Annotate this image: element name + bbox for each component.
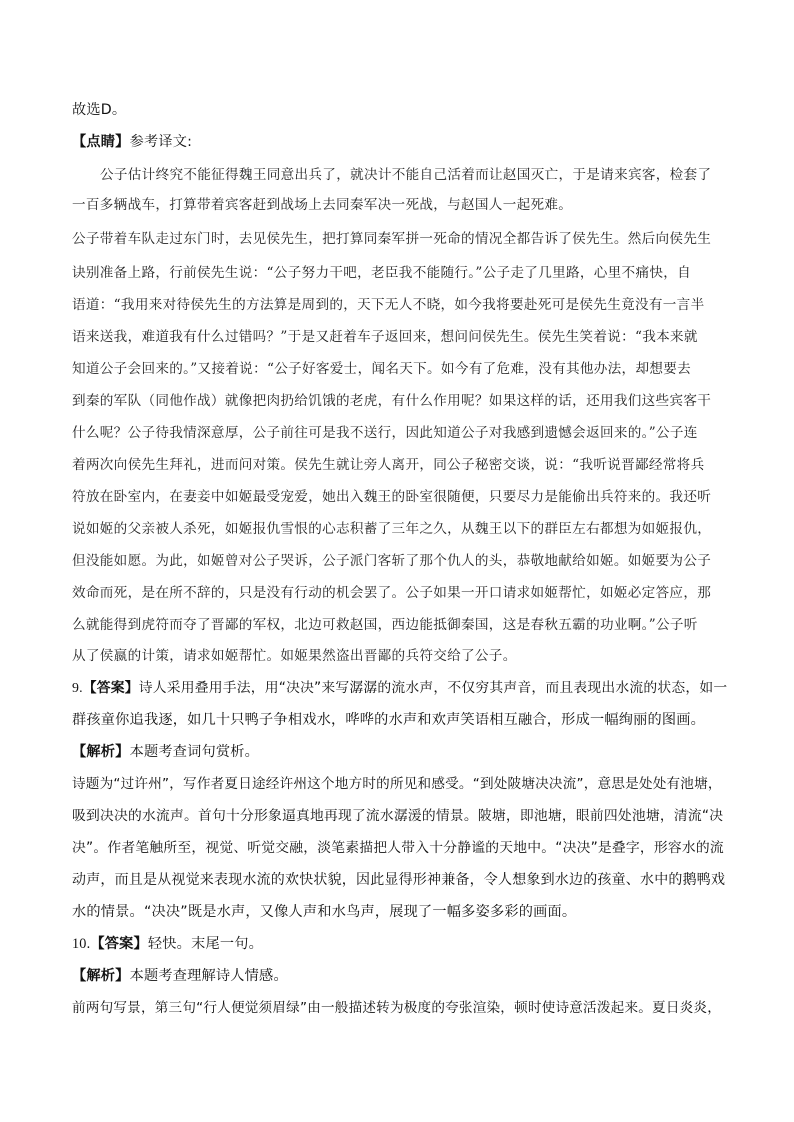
translation-line-12: 说如姬的父亲被人杀死，如姬报仇雪恨的心志积蓄了三年之久，从魏王以下的群臣左右都想为如姬报仇， <box>72 521 712 537</box>
q10-answer-line <box>72 934 263 954</box>
translation-line-4: 诀别准备上路，行前侯先生说：“公子努力干吧，老臣我不能随行。”公子走了几里路，心里不痛快，自 <box>72 265 692 281</box>
translation-title: 参考译文: <box>129 134 193 150</box>
dianjing-label: 【点睛】 <box>72 134 130 150</box>
q9-analysis-line-4: 动声，而且是从视觉来表现水流的欢快状貌，因此显得形神兼备，令人想象到水边的孩童、水中的鹅鸭戏 <box>72 872 726 888</box>
dianjing-heading <box>72 132 192 152</box>
q10-answer-label: 【答案】 <box>90 936 148 952</box>
translation-line-3: 公子带着车队走过东门时，去见侯先生，把打算同秦军拼一死命的情况全都告诉了侯先生。然后向侯先生 <box>72 231 712 247</box>
q9-answer-label: 【答案】 <box>82 680 139 696</box>
q10-answer-text: 轻快。末尾一句。 <box>147 936 264 952</box>
q9-analysis-label: 【解析】 <box>72 744 130 760</box>
q10-analysis-summary: 本题考查理解诗人情感。 <box>129 968 288 984</box>
conclusion-line <box>72 100 126 120</box>
conclusion-text: 故选D。 <box>72 102 127 118</box>
translation-line-1: 公子估计终究不能征得魏王同意出兵了，就决计不能自己活着而让赵国灭亡，于是请来宾客，检套了 <box>100 167 712 183</box>
q9-answer-line-2: 群孩童你追我逐，如几十只鸭子争相戏水，哗哗的水声和欢声笑语相互融合，形成一幅绚丽的图画。 <box>72 712 706 728</box>
translation-line-16: 从了侯嬴的计策，请求如姬帮忙。如姬果然盗出晋鄙的兵符交给了公子。 <box>72 648 517 664</box>
q9-answer-line-1 <box>72 678 727 698</box>
translation-line-8: 到秦的军队（同他作战）就像把肉扔给饥饿的老虎，有什么作用呢？如果这样的话，还用我们这些宾客干 <box>72 393 712 409</box>
translation-line-15: 么就能得到虎符而夺了晋鄙的军权，北边可救赵国，西边能抵御秦国，这是春秋五霸的功业啊。”公子听 <box>72 617 698 633</box>
q10-analysis-label: 【解析】 <box>72 968 130 984</box>
translation-line-2: 一百多辆战车，打算带着宾客赶到战场上去同秦军决一死战，与赵国人一起死难。 <box>72 197 573 213</box>
q10-analysis-heading <box>72 966 288 986</box>
q9-analysis-line-2: 吸到决决的水流声。首句十分形象逼真地再现了流水潺湲的情景。陂塘，即池塘，眼前四处池塘，清流“决 <box>72 808 724 824</box>
q9-number: 9. <box>72 680 83 695</box>
q9-analysis-line-3: 决”。作者笔触所至，视觉、听觉交融，淡笔素描把人带入十分静谧的天地中。“决决”是叠字，形容水的流 <box>72 840 724 856</box>
translation-line-13: 但没能如愿。为此，如姬曾对公子哭诉，公子派门客斩了那个仇人的头，恭敬地献给如姬。如姬要为公子 <box>72 553 712 569</box>
q9-analysis-heading <box>72 742 259 762</box>
translation-line-6: 语来送我，难道我有什么过错吗？”于是又赶着车子返回来，想问问侯先生。侯先生笑着说：“我本来就 <box>72 329 698 345</box>
q9-answer-text-1: 诗人采用叠用手法，用“决决”来写潺潺的流水声，不仅穷其声音，而且表现出水流的状态，如一 <box>138 680 728 696</box>
q9-analysis-summary: 本题考查词句赏析。 <box>129 744 260 760</box>
translation-line-10: 着两次向侯先生拜礼，进而问对策。侯先生就让旁人离开，同公子秘密交谈，说：“我听说晋鄙经常将兵 <box>72 457 705 473</box>
translation-line-9: 什么呢？公子待我情深意厚，公子前往可是我不送行，因此知道公子对我感到遗憾会返回来的。”公子连 <box>72 425 698 441</box>
translation-line-7: 知道公子会回来的。”又接着说：“公子好客爱士，闻名天下。如今有了危难，没有其他办法，却想要去 <box>72 361 692 377</box>
q10-number: 10. <box>72 936 91 952</box>
translation-line-5: 语道：“我用来对待侯先生的方法算是周到的，天下无人不晓，如今我将要赴死可是侯先生竟没有一言半 <box>72 297 705 313</box>
q10-analysis-line-1: 前两句写景，第三句“行人便觉须眉绿”由一般描述转为极度的夸张渲染，顿时使诗意活泼起来。夏日炎炎， <box>72 1000 721 1016</box>
translation-line-14: 效命而死，是在所不辞的，只是没有行动的机会罢了。公子如果一开口请求如姬帮忙，如姬必定答应，那 <box>72 585 712 601</box>
translation-line-11: 符放在卧室内，在妻妾中如姬最受宠爱，她出入魏王的卧室很随便，只要尽力是能偷出兵符来的。我还听 <box>72 489 712 505</box>
q9-analysis-line-1: 诗题为“过许州”，写作者夏日途经许州这个地方时的所见和感受。“到处陂塘决决流”，意思是处处有池塘， <box>72 776 722 792</box>
q9-analysis-line-5: 水的情景。“决决”既是水声，又像人声和水鸟声，展现了一幅多姿多彩的画面。 <box>72 904 577 920</box>
